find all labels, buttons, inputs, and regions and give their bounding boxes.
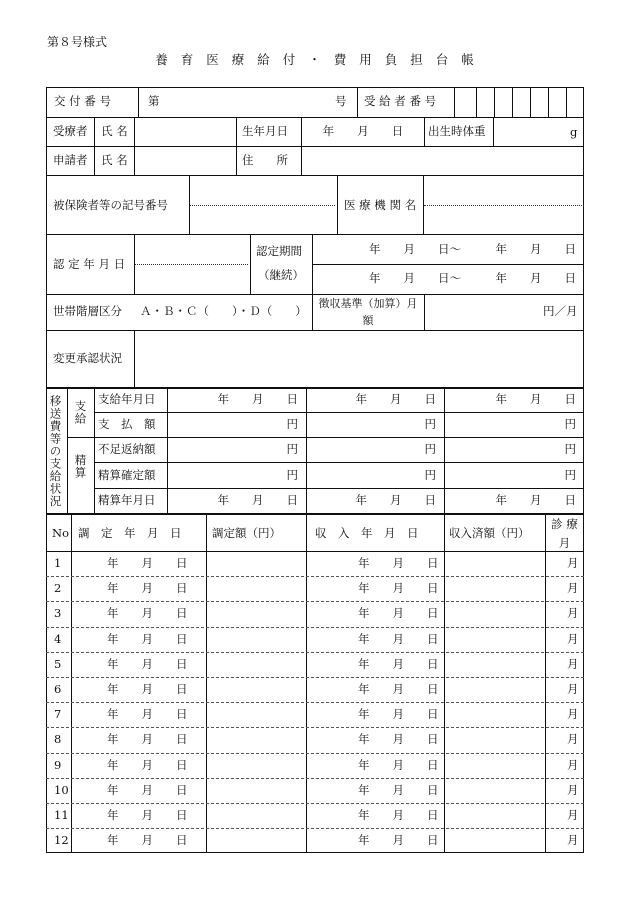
transport-row-cell-1[interactable]: 円 <box>286 468 298 482</box>
transport-row-cell-3[interactable]: 年 月 日 <box>495 493 576 507</box>
certification-period-row-2[interactable]: 年 月 日～ 年 月 日 <box>369 271 576 285</box>
certification-period-row-1[interactable]: 年 月 日～ 年 月 日 <box>369 242 576 256</box>
row-number: 10 <box>54 783 69 797</box>
adjustment-date-cell[interactable]: 年 月 日 <box>107 606 188 620</box>
transport-row-cell-2[interactable]: 円 <box>424 417 436 431</box>
household-class-options[interactable]: Ａ・Ｂ・Ｃ（ ）・Ｄ（ ） <box>140 304 307 318</box>
address-label: 住 所 <box>242 153 288 167</box>
adjustment-date-cell[interactable]: 年 月 日 <box>107 657 188 671</box>
income-date-cell[interactable]: 年 月 日 <box>358 758 439 772</box>
transport-row-cell-2[interactable]: 円 <box>424 468 436 482</box>
treatment-month-cell[interactable]: 月 <box>567 808 579 822</box>
row-number: 11 <box>54 808 69 822</box>
treatment-month-cell[interactable]: 月 <box>567 758 579 772</box>
transport-row-cell-2[interactable]: 円 <box>424 442 436 456</box>
birth-weight-unit: g <box>570 125 578 139</box>
recipient-number-boxes[interactable] <box>455 89 583 115</box>
row-number: 9 <box>54 758 62 772</box>
transport-row-cell-3[interactable]: 円 <box>564 468 576 482</box>
adjustment-date-cell[interactable]: 年 月 日 <box>107 758 188 772</box>
treatment-month-cell[interactable]: 月 <box>567 833 579 847</box>
certification-date-field[interactable] <box>136 236 248 292</box>
col-adjustment-amount: 調定額（円） <box>212 526 281 540</box>
insured-number-label: 被保険者等の記号番号 <box>53 198 168 212</box>
adjustment-date-cell[interactable]: 年 月 日 <box>107 632 188 646</box>
transport-row-label: 支給年月日 <box>98 392 156 406</box>
col-no: No <box>52 526 69 540</box>
collection-standard-label: 徴収基準（加算）月 <box>318 297 418 310</box>
certification-date-label: 認 定 年 月 日 <box>53 257 126 271</box>
income-date-cell[interactable]: 年 月 日 <box>358 732 439 746</box>
medical-institution-label: 医 療 機 関 名 <box>344 198 417 212</box>
transport-row-label: 精算年月日 <box>98 493 156 507</box>
treatment-month-cell[interactable]: 月 <box>567 581 579 595</box>
treatment-month-cell[interactable]: 月 <box>567 632 579 646</box>
birth-date-value[interactable]: 年 月 日 <box>322 124 404 138</box>
transport-row-cell-1[interactable]: 年 月 日 <box>217 392 298 406</box>
adjustment-date-cell[interactable]: 年 月 日 <box>107 732 188 746</box>
adjustment-date-cell[interactable]: 年 月 日 <box>107 833 188 847</box>
recipient-number-label: 受 給 者 番 号 <box>364 94 437 108</box>
patient-label: 受療者 <box>53 124 88 138</box>
adjustment-date-cell[interactable]: 年 月 日 <box>107 556 188 570</box>
treatment-month-cell[interactable]: 月 <box>567 707 579 721</box>
transport-row-cell-1[interactable]: 年 月 日 <box>217 493 298 507</box>
transport-row-cell-3[interactable]: 円 <box>564 417 576 431</box>
row-number: 2 <box>54 581 62 595</box>
issue-number-field[interactable] <box>202 89 332 113</box>
adjustment-date-cell[interactable]: 年 月 日 <box>107 783 188 797</box>
transport-row-cell-2[interactable]: 年 月 日 <box>355 392 436 406</box>
row-number: 7 <box>54 707 62 721</box>
col-adjustment-date: 調 定 年 月 日 <box>78 526 182 540</box>
income-date-cell[interactable]: 年 月 日 <box>358 833 439 847</box>
transport-row-cell-1[interactable]: 円 <box>286 442 298 456</box>
transport-row-label: 精算確定額 <box>98 468 156 482</box>
certification-period-label: 認定期間 <box>256 244 302 258</box>
transport-row-cell-1[interactable]: 円 <box>286 417 298 431</box>
change-approval-field[interactable] <box>136 332 582 386</box>
treatment-month-cell[interactable]: 月 <box>567 783 579 797</box>
col-treatment-month-unit: 月 <box>558 536 571 550</box>
treatment-month-cell[interactable]: 月 <box>567 657 579 671</box>
row-number: 12 <box>54 833 69 847</box>
applicant-name-label: 氏 名 <box>101 153 128 167</box>
transport-row-label: 支 払 額 <box>98 417 156 431</box>
issue-number-suffix: 号 <box>335 94 347 108</box>
transport-section-label: 移送費等の支給状況 <box>48 395 63 508</box>
document-title: 養育医療給付・費用負担台帳 <box>155 52 487 67</box>
medical-institution-field[interactable] <box>425 177 582 232</box>
treatment-month-cell[interactable]: 月 <box>567 732 579 746</box>
row-number: 6 <box>54 682 62 696</box>
patient-name-label: 氏 名 <box>101 124 128 138</box>
adjustment-date-cell[interactable]: 年 月 日 <box>107 707 188 721</box>
col-treatment-month: 診 療 <box>551 517 578 531</box>
change-approval-label: 変更承認状況 <box>53 351 122 365</box>
applicant-name-field[interactable] <box>136 148 234 173</box>
certification-period-sub: （継続） <box>258 268 304 282</box>
row-number: 5 <box>54 657 62 671</box>
adjustment-date-cell[interactable]: 年 月 日 <box>107 581 188 595</box>
patient-name-field[interactable] <box>136 119 234 144</box>
income-date-cell[interactable]: 年 月 日 <box>358 657 439 671</box>
income-date-cell[interactable]: 年 月 日 <box>358 606 439 620</box>
income-date-cell[interactable]: 年 月 日 <box>358 632 439 646</box>
transport-row-cell-3[interactable]: 年 月 日 <box>495 392 576 406</box>
row-number: 3 <box>54 606 62 620</box>
treatment-month-cell[interactable]: 月 <box>567 682 579 696</box>
row-number: 4 <box>54 632 62 646</box>
household-class-label: 世帯階層区分 <box>53 304 122 318</box>
issue-number-prefix: 第 <box>148 94 160 108</box>
address-field[interactable] <box>303 148 582 173</box>
adjustment-date-cell[interactable]: 年 月 日 <box>107 682 188 696</box>
income-date-cell[interactable]: 年 月 日 <box>358 808 439 822</box>
issue-number-label: 交 付 番 号 <box>54 94 111 108</box>
income-date-cell[interactable]: 年 月 日 <box>358 783 439 797</box>
adjustment-date-cell[interactable]: 年 月 日 <box>107 808 188 822</box>
form-number: 第８号様式 <box>47 35 108 49</box>
income-date-cell[interactable]: 年 月 日 <box>358 581 439 595</box>
payment-group-label: 支給 <box>73 400 88 425</box>
birth-weight-field[interactable] <box>495 119 567 144</box>
col-income-date: 収 入 年 月 日 <box>315 526 419 540</box>
treatment-month-cell[interactable]: 月 <box>567 556 579 570</box>
birth-date-label: 生年月日 <box>242 124 288 138</box>
transport-row-cell-2[interactable]: 年 月 日 <box>355 493 436 507</box>
transport-row-label: 不足返納額 <box>98 442 156 456</box>
collection-standard-label-2: 額 <box>362 314 374 327</box>
applicant-label: 申請者 <box>53 153 88 167</box>
row-number: 1 <box>54 556 62 570</box>
birth-weight-label: 出生時体重 <box>428 124 486 138</box>
insured-number-field[interactable] <box>191 177 335 232</box>
transport-row-cell-3[interactable]: 円 <box>564 442 576 456</box>
income-date-cell[interactable]: 年 月 日 <box>358 556 439 570</box>
collection-amount-field[interactable] <box>426 296 540 328</box>
income-date-cell[interactable]: 年 月 日 <box>358 707 439 721</box>
row-number: 8 <box>54 732 62 746</box>
col-income-amount: 収入済額（円） <box>449 526 530 540</box>
collection-unit: 円／月 <box>543 304 578 318</box>
treatment-month-cell[interactable]: 月 <box>567 606 579 620</box>
income-date-cell[interactable]: 年 月 日 <box>358 682 439 696</box>
settlement-group-label: 精算 <box>73 454 88 479</box>
